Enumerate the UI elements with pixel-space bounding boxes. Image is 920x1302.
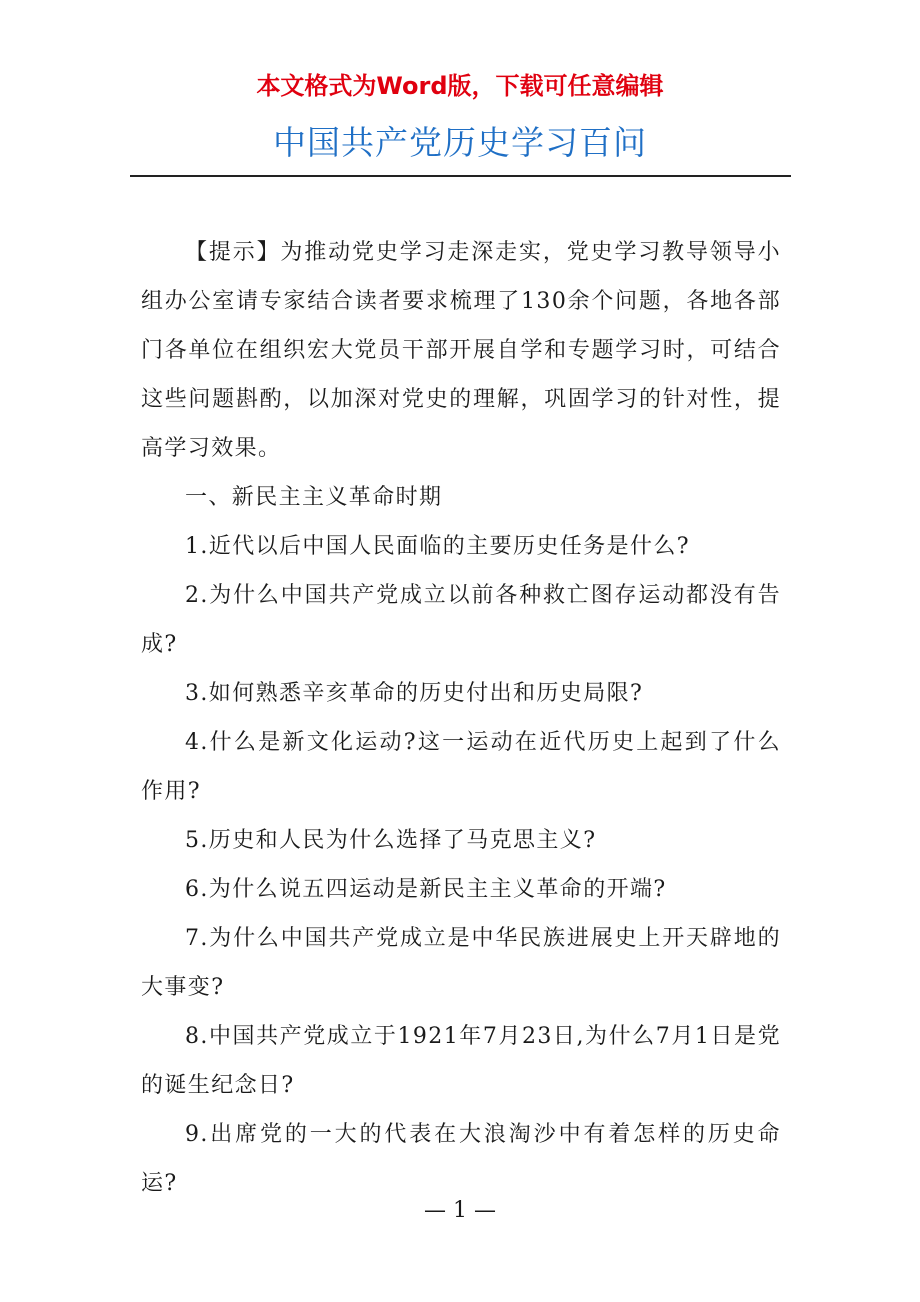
document-body xyxy=(141,228,781,1208)
question-item: 6.为什么说五四运动是新民主主义革命的开端? xyxy=(185,877,667,902)
question-item: 8.中国共产党成立于1921年7月23日,为什么7月1日是党的诞生纪念日? xyxy=(141,1024,781,1098)
question-item: 5.历史和人民为什么选择了马克思主义? xyxy=(185,828,597,853)
title-divider xyxy=(130,175,791,177)
page-number: — 1 — xyxy=(424,1198,496,1223)
question-item: 4.什么是新文化运动?这一运动在近代历史上起到了什么作用? xyxy=(141,730,781,804)
document-title: 中国共产党历史学习百问 xyxy=(273,123,647,162)
question-item: 2.为什么中国共产党成立以前各种救亡图存运动都没有告成? xyxy=(141,583,781,657)
intro-paragraph: 【提示】为推动党史学习走深走实，党史学习教导领导小组办公室请专家结合读者要求梳理了130余个问题，各地各部门各单位在组织宏大党员干部开展自学和专题学习时，可结合这些问题斟酌，以加深对党史的理解，巩固学习的针对性，提高学习效果。 xyxy=(141,240,781,461)
question-item: 3.如何熟悉辛亥革命的历史付出和历史局限? xyxy=(185,681,644,706)
format-banner: 本文格式为Word版，下载可任意编辑 xyxy=(256,72,664,100)
question-item: 7.为什么中国共产党成立是中华民族进展史上开天辟地的大事变? xyxy=(141,926,781,1000)
section-heading: 一、新民主主义革命时期 xyxy=(185,485,443,510)
question-item: 1.近代以后中国人民面临的主要历史任务是什么? xyxy=(185,534,690,559)
question-item: 9.出席党的一大的代表在大浪淘沙中有着怎样的历史命运? xyxy=(141,1122,781,1196)
